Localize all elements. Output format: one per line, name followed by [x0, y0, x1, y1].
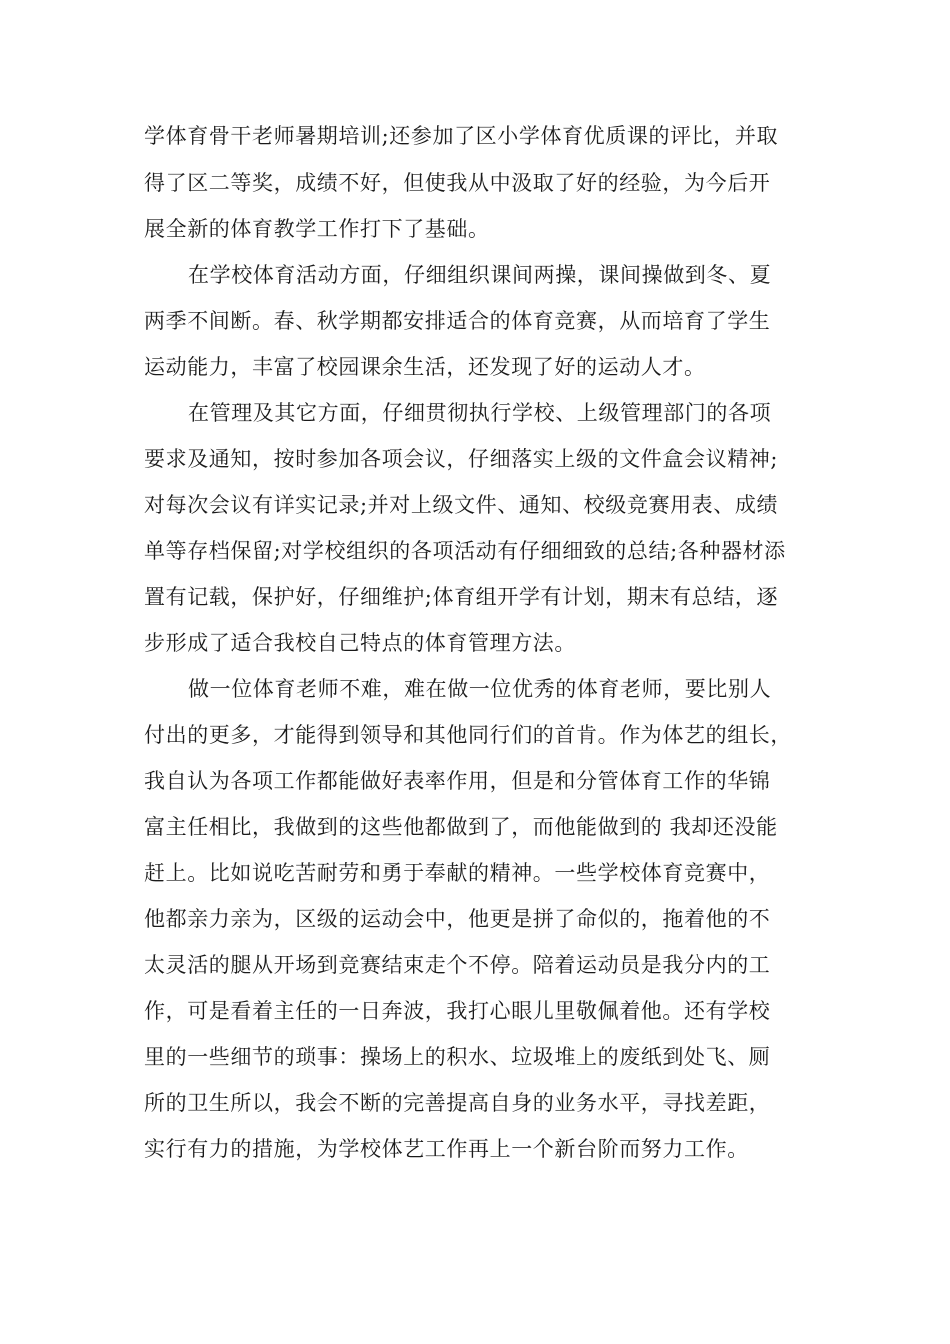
text-line: 实行有力的措施，为学校体艺工作再上一个新台阶而努力工作。 — [144, 1137, 749, 1161]
text-line: 富主任相比，我做到的这些他都做到了，而他能做到的 我却还没能 — [144, 815, 778, 839]
text-line: 单等存档保留;对学校组织的各项活动有仔细细致的总结;各种器材添 — [144, 539, 786, 563]
text-line: 太灵活的腿从开场到竞赛结束走个不停。陪着运动员是我分内的工 — [144, 953, 771, 977]
text-line: 他都亲力亲为，区级的运动会中，他更是拼了命似的，拖着他的不 — [144, 907, 771, 931]
text-line: 步形成了适合我校自己特点的体育管理方法。 — [144, 631, 576, 655]
text-line: 付出的更多，才能得到领导和其他同行们的首肯。作为体艺的组长， — [144, 723, 792, 747]
text-line: 里的一些细节的琐事：操场上的积水、垃圾堆上的废纸到处飞、厕 — [144, 1045, 771, 1069]
text-line: 得了区二等奖，成绩不好，但使我从中汲取了好的经验，为今后开 — [144, 171, 771, 195]
text-line: 两季不间断。春、秋学期都安排适合的体育竞赛，从而培育了学生 — [144, 309, 771, 333]
text-line: 置有记载，保护好，仔细维护;体育组开学有计划，期末有总结，逐 — [144, 585, 779, 609]
text-line: 作，可是看着主任的一日奔波，我打心眼儿里敬佩着他。还有学校 — [144, 999, 771, 1023]
text-line: 我自认为各项工作都能做好表率作用，但是和分管体育工作的华锦 — [144, 769, 771, 793]
text-line: 赶上。比如说吃苦耐劳和勇于奉献的精神。一些学校体育竞赛中， — [144, 861, 771, 885]
text-line: 运动能力，丰富了校园课余生活，还发现了好的运动人才。 — [144, 355, 706, 379]
paragraph-first-line: 在管理及其它方面，仔细贯彻执行学校、上级管理部门的各项 — [188, 401, 772, 425]
text-line: 展全新的体育教学工作打下了基础。 — [144, 217, 490, 241]
text-line: 所的卫生所以，我会不断的完善提高自身的业务水平，寻找差距， — [144, 1091, 771, 1115]
text-line: 学体育骨干老师暑期培训;还参加了区小学体育优质课的评比，并取 — [144, 124, 779, 148]
text-line: 要求及通知，按时参加各项会议，仔细落实上级的文件盒会议精神; — [144, 447, 779, 471]
text-line: 对每次会议有详实记录;并对上级文件、通知、校级竞赛用表、成绩 — [144, 493, 779, 517]
paragraph-first-line: 做一位体育老师不难，难在做一位优秀的体育老师，要比别人 — [188, 677, 772, 701]
paragraph-first-line: 在学校体育活动方面，仔细组织课间两操，课间操做到冬、夏 — [188, 263, 772, 287]
